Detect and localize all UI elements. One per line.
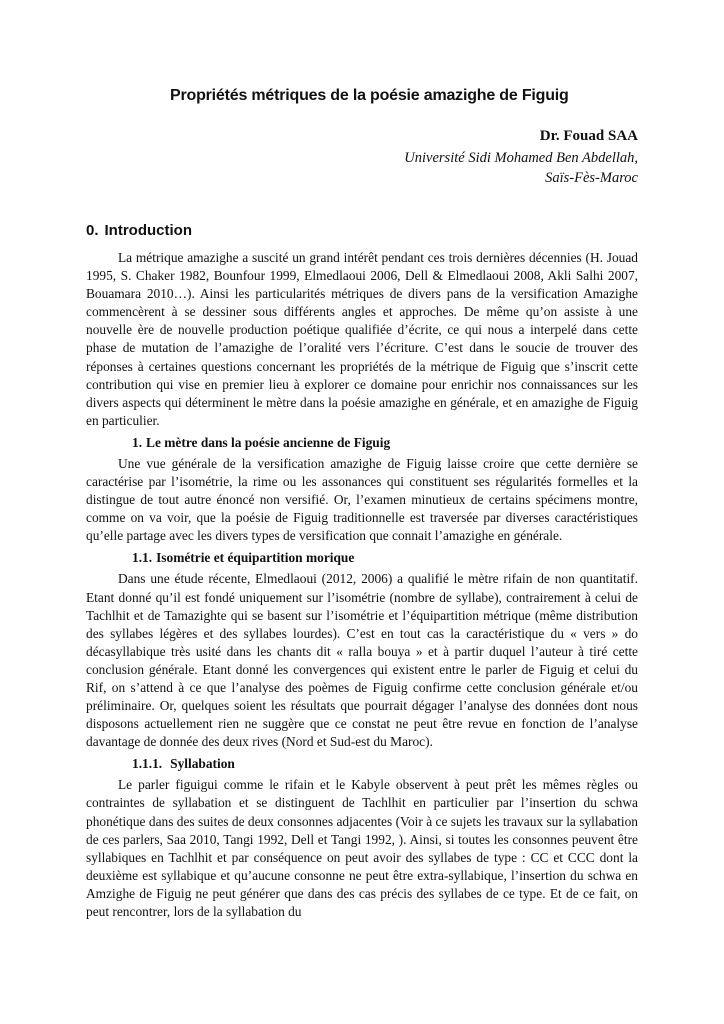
section-title: Isométrie et équipartition morique	[156, 550, 355, 566]
section-title: Introduction	[104, 222, 192, 239]
section-title: Le mètre dans la poésie ancienne de Figuig	[146, 434, 391, 450]
author-name: Dr. Fouad SAA	[539, 128, 638, 144]
paragraph-section-1-1: Dans une étude récente, Elmedlaoui (2012, 2006) a qualifié le mètre rifain de non quantitatif. Etant donné qu’il est fondé uniquement sur l’isométrie (nombre de syllabe), contrairement à celui de Tachlhit et de Tamazighte qui se basent sur l’isométrie et l’équipartition métrique (même distribution des syllabes légères et des syllabes lourdes). C’est en tout cas la caractéristique du « vers » do décasyllabique très usité dans les chants dit « ralla bouya » et à partir duquel l’auteur à tiré cette conclusion générale. Etant donné les convergences qui existent entre le parler de Figuig et celui du Rif, on s’attend à ce que l’analyse des poèmes de Figuig confirme cette conclusion générale et/ou préliminaire. Or, quelques soient les résultats que pourrait dégager l’analyse des données dont nous disposons actuellement rien ne suggère que ce constat ne peut être revue en fonction de l’analyse davantage de donnée des deux rives (Nord et Sud-est du Maroc).	[86, 571, 638, 750]
affiliation-location: Saïs-Fès-Maroc	[545, 170, 638, 186]
section-heading-introduction	[86, 221, 638, 241]
section-heading-1-1-1	[132, 754, 638, 773]
section-number: 0.	[86, 222, 99, 239]
section-number: 1.1.	[132, 550, 153, 566]
section-title: Syllabation	[170, 756, 235, 772]
section-heading-1-1	[132, 548, 638, 567]
paragraph-section-1: Une vue générale de la versification amazighe de Figuig laisse croire que cette dernière se caractérise par l’isométrie, la rime ou les assonances qui constituent ses régularités formelles et la distingue de tout autre énoncé non versifié. Or, l’examen minutieux de certains spécimens montre, comme on va voir, que la poésie de Figuig traditionnelle est traversée par diverses caractéristiques qu’elle partage avec les divers types de versification que connait l’amazighe en générale.	[86, 455, 638, 544]
section-number: 1.1.1.	[132, 756, 163, 772]
section-heading-1	[132, 433, 638, 452]
section-number: 1.	[132, 434, 143, 450]
paragraph-introduction: La métrique amazighe a suscité un grand intérêt pendant ces trois dernières décennies (H. Jouad 1995, S. Chaker 1982, Bounfour 1999, Elmedlaoui 2006, Dell & Elmedlaoui 2008, Akli Salhi 2007, Bouamara 2010…). Ainsi les particularités métriques de divers pans de la versification Amazighe commencèrent à se dessiner sous différents angles et approches. De même qu’on assiste à une nouvelle ère de nouvelle production poétique qualifiée d’écrite, ce qui nous a interpelé dans cette phase de mutation de l’amazighe de l’oralité vers l’écriture. C’est dans le soucie de trouver des réponses à certaines questions concernant les propriétés de la métrique de Figuig que s’inscrit cette contribution qui vise en premier lieu à explorer ce domaine pour enrichir nos connaissances sur les divers aspects qui déterminent le mètre dans la poésie amazighe en générale, et en amazighe de Figuig en particulier.	[86, 250, 638, 428]
paper-title: Propriétés métriques de la poésie amazighe de Figuig	[170, 87, 569, 104]
paragraph-section-1-1-1: Le parler figuigui comme le rifain et le Kabyle observent à peut prêt les mêmes règles ou contraintes de syllabation et se distinguent de Tachlhit en particulier par l’insertion du schwa phonétique dans des suites de deux consonnes adjacentes (Voir à ce sujets les travaux sur la syllabation de ces parlers, Saa 2010, Tangi 1992, Dell et Tangi 1992, ). Ainsi, si toutes les consonnes peuvent être syllabiques en Tachlhit et par conséquence on peut avoir des syllabes de type : CC et CCC dont la deuxième est syllabique et qu’aucune consonne ne peut être extra-syllabique, l’insertion du schwa en Amzighe de Figuig ne peut générer que dans des cas précis des syllabes de ce type. Et de ce fait, on peut rencontrer, lors de la syllabation du	[86, 777, 638, 919]
document-page	[86, 86, 638, 921]
affiliation-university: Université Sidi Mohamed Ben Abdellah,	[404, 150, 638, 166]
